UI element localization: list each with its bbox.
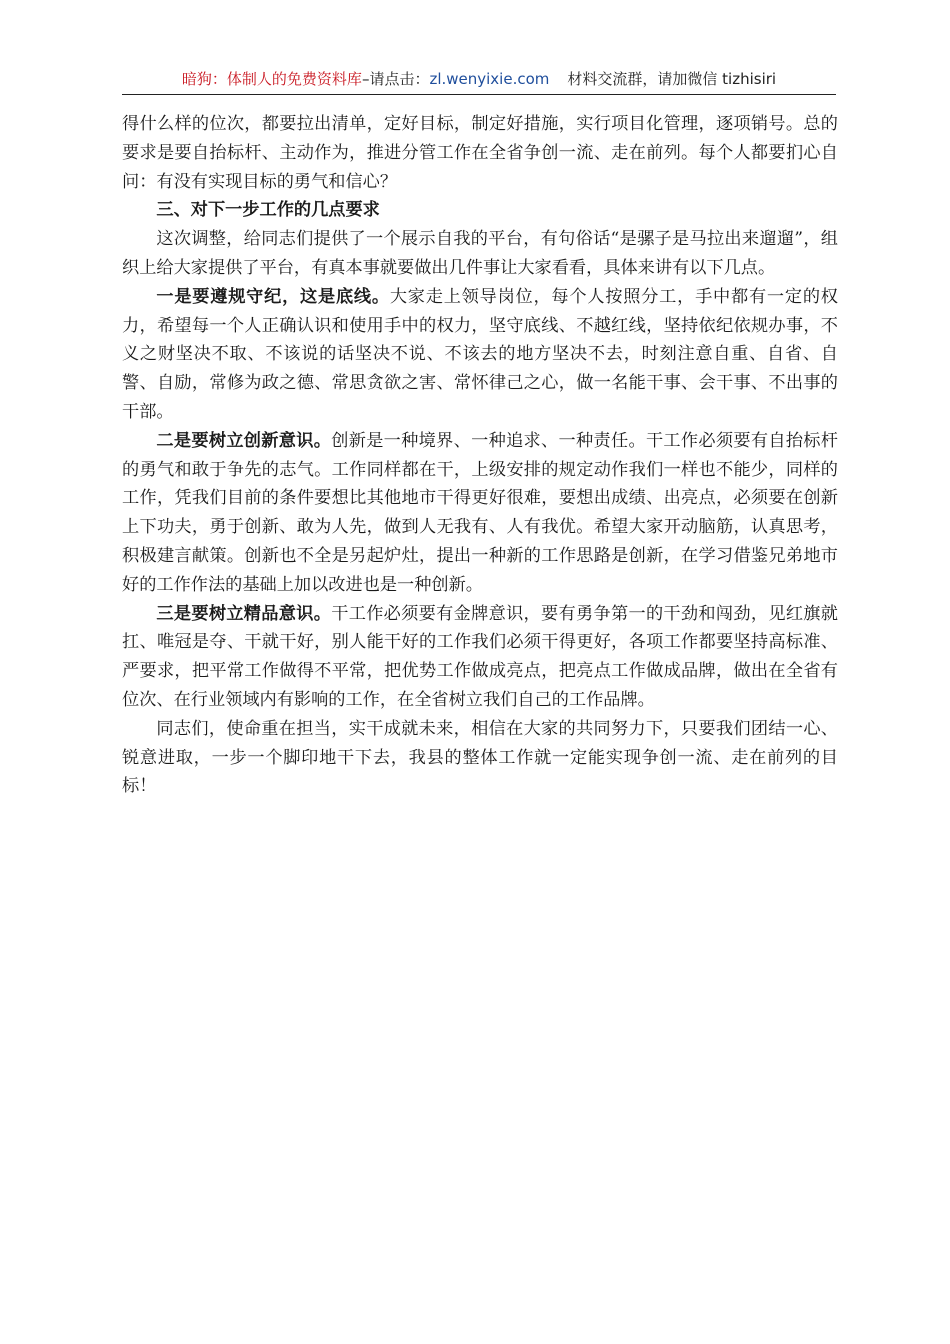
paragraph-continued: 得什么样的位次，都要拉出清单，定好目标，制定好措施，实行项目化管理，逐项销号。总的要求是要自抬标杆、主动作为，推进分管工作在全省争创一流、走在前列。每个人都要扪心自问：有没有实现目标的勇气和信心？ [122, 114, 838, 192]
paragraph-point-three [122, 600, 838, 715]
paragraph-point-two [122, 427, 838, 600]
section-heading: 三、对下一步工作的几点要求 [156, 200, 380, 221]
point-three-lead: 三是要树立精品意识。 [156, 603, 332, 624]
group-info: 材料交流群，请加微信 tizhisiri [567, 70, 777, 88]
page-header [122, 66, 836, 95]
point-two-lead: 二是要树立创新意识。 [156, 430, 332, 451]
point-one-lead: 一是要遵规守纪，这是底线。 [156, 286, 390, 307]
document-body [122, 110, 838, 801]
point-two-text: 创新是一种境界、一种追求、一种责任。干工作必须要有自抬标杆的勇气和敢于争先的志气。工作同样都在干，上级安排的规定动作我们一样也不能少，同样的工作，凭我们目前的条件要想比其他地市干得更好很难，要想出成绩、出亮点，必须要在创新上下功夫，勇于创新、敢为人先，做到人无我有、人有我优。希望大家开动脑筋，认真思考，积极建言献策。创新也不全是另起炉灶，提出一种新的工作思路是创新，在学习借鉴兄弟地市好的工作作法的基础上加以改进也是一种创新。 [122, 430, 838, 595]
point-three-text: 干工作必须要有金牌意识，要有勇争第一的干劲和闯劲，见红旗就扛、唯冠是夺、干就干好，别人能干好的工作我们必须干得更好，各项工作都要坚持高标准、严要求，把平常工作做得不平常，把优势工作做成亮点，把亮点工作做成品牌，做出在全省有位次、在行业领域内有影响的工作，在全省树立我们自己的工作品牌。 [122, 603, 838, 710]
site-name: 暗狗：体制人的免费资料库 [181, 70, 362, 88]
site-link[interactable]: zl.wenyixie.com [429, 70, 550, 88]
paragraph-point-one [122, 283, 838, 427]
paragraph-closing: 同志们，使命重在担当，实干成就未来，相信在大家的共同努力下，只要我们团结一心、锐意进取，一步一个脚印地干下去，我县的整体工作就一定能实现争创一流、走在前列的目标！ [122, 718, 838, 797]
point-one-text: 大家走上领导岗位，每个人按照分工，手中都有一定的权力，希望每一个人正确认识和使用手中的权力，坚守底线、不越红线，坚持依纪依规办事，不义之财坚决不取、不该说的话坚决不说、不该去的地方坚决不去，时刻注意自重、自省、自警、自励，常修为政之德、常思贪欲之害、常怀律己之心，做一名能干事、会干事、不出事的干部。 [122, 286, 838, 422]
click-prompt: –请点击： [361, 70, 430, 88]
paragraph-intro: 这次调整，给同志们提供了一个展示自我的平台，有句俗话“是骡子是马拉出来遛遛”，组织上给大家提供了平台，有真本事就要做出几件事让大家看看，具体来讲有以下几点。 [122, 229, 838, 278]
